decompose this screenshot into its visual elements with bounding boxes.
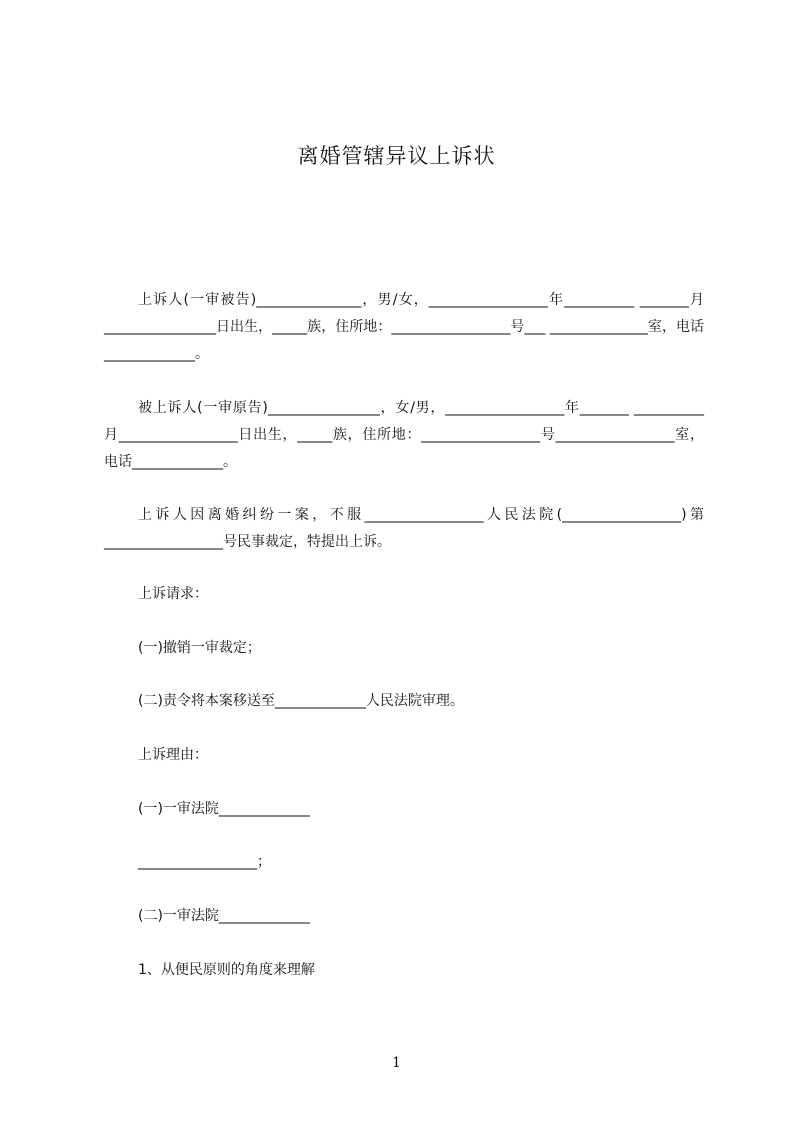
appellant-info-paragraph: 上诉人(一审被告)_______________，男/女，_________________年__________ _______月________________日出生，_____族，住所地：_________________号___ ______________室，电话_____________。 xyxy=(104,292,704,362)
claim-2: (二)责令将本案移送至_____________人民法院审理。 xyxy=(138,693,464,709)
document-title: 离婚管辖异议上诉状 xyxy=(297,144,496,168)
page-number: 1 xyxy=(392,1055,401,1071)
claims-heading: 上诉请求： xyxy=(138,586,208,602)
reason-2: (二)一审法院_____________ xyxy=(138,908,310,924)
reasons-heading: 上诉理由： xyxy=(138,747,208,763)
appellee-info-paragraph: 被上诉人(一审原告)________________，女/男，_________________年_______ __________月_________________日出生，_____族，住所地：_________________号_________________室，电话_____________。 xyxy=(104,400,704,470)
case-statement-paragraph: 上诉人因离婚纠纷一案，不服_________________人民法院(_________________)第_________________号民事裁定，特提出上诉。 xyxy=(104,507,704,550)
point-1: 1、从便民原则的角度来理解 xyxy=(138,962,315,978)
claim-1: (一)撤销一审裁定； xyxy=(138,640,261,656)
reason-1: (一)一审法院_____________ xyxy=(138,801,310,817)
reason-1-continuation: _________________； xyxy=(138,854,271,870)
